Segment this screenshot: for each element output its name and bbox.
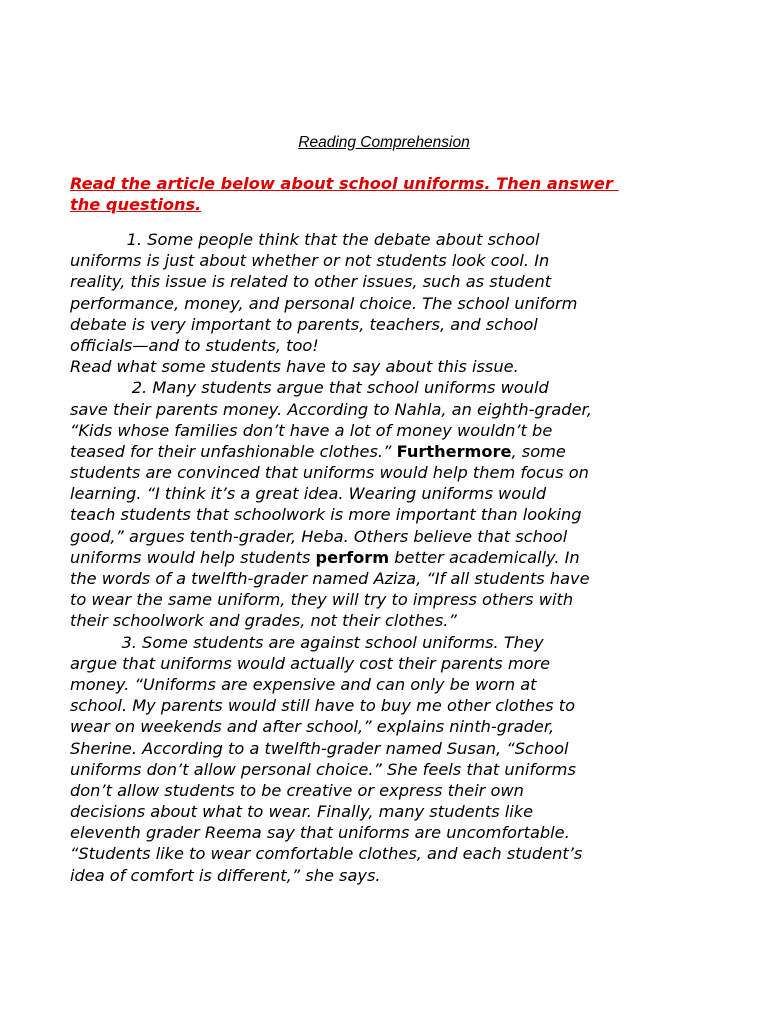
article-text: teach students that schoolwork is more important than looking — [70, 505, 582, 525]
article-line — [70, 547, 710, 568]
article-line — [70, 526, 710, 547]
article-line — [70, 759, 710, 780]
article-text: idea of comfort is different,” she says. — [70, 865, 381, 885]
article-line — [70, 229, 710, 250]
article-line — [70, 271, 710, 292]
article-text: eleventh grader Reema say that uniforms are uncomfortable. — [70, 823, 570, 843]
article-line — [70, 250, 710, 271]
instruction-text — [70, 173, 710, 215]
article-line — [70, 865, 710, 886]
article-line — [70, 462, 710, 483]
article-text: performance, money, and personal choice. The school uniform — [70, 293, 578, 313]
instruction-line: the questions. — [70, 195, 202, 215]
article-line — [70, 420, 710, 441]
article-text: school. My parents would still have to buy me other clothes to — [70, 696, 575, 716]
article-line — [70, 589, 710, 610]
article-text: uniforms would help students — [70, 547, 316, 567]
article-text: Read what some students have to say about this issue. — [70, 357, 519, 377]
article-line — [70, 293, 710, 314]
article-line — [70, 568, 710, 589]
article-line — [70, 780, 710, 801]
article-text: money. “Uniforms are expensive and can only be worn at — [70, 674, 537, 694]
article-line — [70, 335, 710, 356]
page-title: Reading Comprehension — [298, 134, 470, 151]
article-text: their schoolwork and grades, not their clothes.” — [70, 611, 457, 631]
article-text: don’t allow students to be creative or express their own — [70, 780, 524, 800]
article-text: “Kids whose families don’t have a lot of money wouldn’t be — [70, 420, 553, 440]
article-line — [70, 801, 710, 822]
instruction-line: Read the article below about school uniforms. Then answer — [70, 174, 619, 193]
article-body — [70, 229, 710, 886]
article-line — [70, 314, 710, 335]
article-text: good,” argues tenth-grader, Heba. Others believe that school — [70, 526, 568, 546]
article-line — [70, 695, 710, 716]
article-line — [70, 441, 710, 462]
article-line — [70, 377, 710, 398]
article-text: 2. Many students argue that school uniforms would — [70, 378, 549, 398]
article-text: learning. “I think it’s a great idea. Wearing uniforms would — [70, 484, 547, 504]
article-text: reality, this issue is related to other issues, such as student — [70, 272, 552, 292]
article-text: 3. Some students are against school uniforms. They — [70, 632, 544, 652]
article-text: uniforms is just about whether or not students look cool. In — [70, 251, 550, 271]
article-text: to wear the same uniform, they will try to impress others with — [70, 590, 574, 610]
article-text: argue that uniforms would actually cost their parents more — [70, 653, 551, 673]
article-text: “Students like to wear comfortable clothes, and each student’s — [70, 844, 583, 864]
article-text: debate is very important to parents, teachers, and school — [70, 314, 538, 334]
article-line — [70, 653, 710, 674]
article-text: the words of a twelfth-grader named Aziza, “If all students have — [70, 569, 590, 588]
article-text: teased for their unfashionable clothes.” — [70, 441, 397, 461]
article-text: decisions about what to wear. Finally, many students like — [70, 802, 534, 822]
article-text: officials—and to students, too! — [70, 335, 319, 355]
article-text: Sherine. According to a twelfth-grader named Susan, “School — [70, 738, 569, 758]
article-line — [70, 483, 710, 504]
article-text: students are convinced that uniforms would help them focus on — [70, 463, 589, 483]
article-line — [70, 504, 710, 525]
article-text: 1. Some people think that the debate about school — [70, 230, 540, 249]
article-text: wear on weekends and after school,” explains ninth-grader, — [70, 717, 555, 737]
article-line — [70, 738, 710, 759]
article-line — [70, 822, 710, 843]
bold-term: perform — [315, 547, 390, 567]
article-text: save their parents money. According to Nahla, an eighth-grader, — [70, 399, 592, 419]
article-line — [70, 843, 710, 864]
bold-term: Furthermore — [396, 441, 512, 461]
article-line — [70, 356, 710, 377]
article-text: better academically. In — [389, 547, 580, 567]
article-line — [70, 716, 710, 737]
article-line — [70, 610, 710, 631]
article-line — [70, 632, 710, 653]
article-line — [70, 399, 710, 420]
article-text: uniforms don’t allow personal choice.” She feels that uniforms — [70, 759, 576, 779]
article-line — [70, 674, 710, 695]
article-text: , some — [511, 441, 566, 461]
